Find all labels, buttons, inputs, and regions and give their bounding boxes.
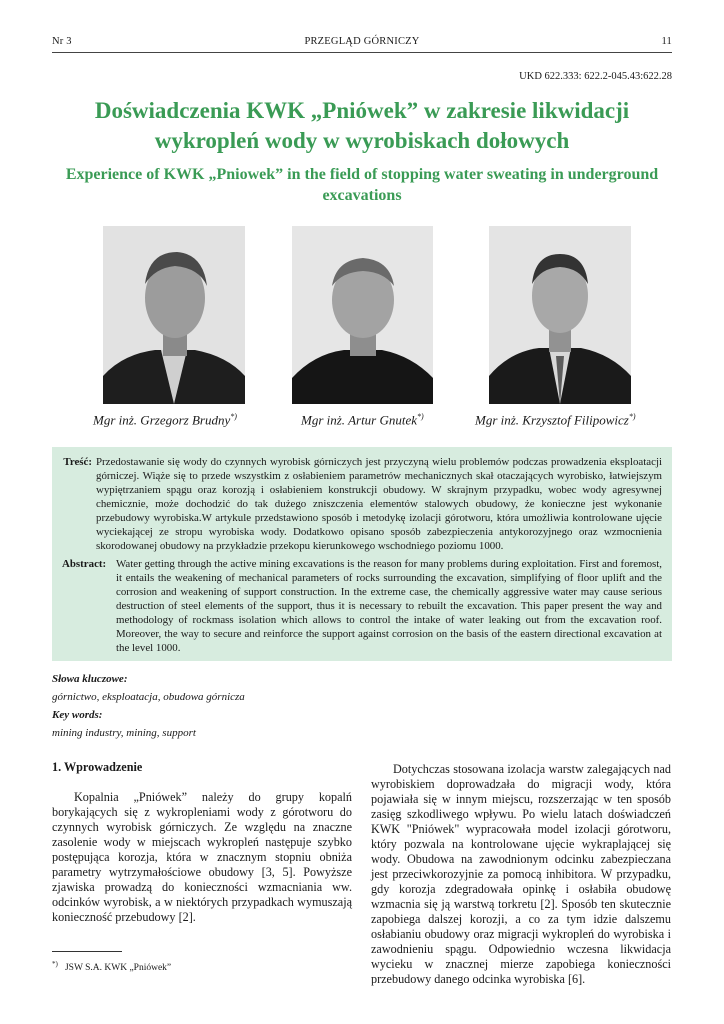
header-rule bbox=[52, 52, 672, 53]
author-gnutek bbox=[301, 412, 424, 428]
author-brudny bbox=[93, 412, 237, 428]
abstract-box bbox=[52, 447, 672, 661]
page-number: 11 bbox=[661, 36, 672, 47]
body-paragraph-2: Dotychczas stosowana izolacja warstw zalegających nad wyrobiskiem doprowadzała do migracji wody, która pojawiała się w innym miejscu, rozszerzając w ten sposób zasięg szkodliwego wpływu. Po wielu latach doświadczeń KWK "Pniówek" wypracowała model izolacji górotworu, który pozwala na kontrolowane ujęcie wykraplającej się wody. Obudowa na zawodnionym odcinku zabezpieczana jest przeciwkorozyjnie za pomocą inhibitora. W przypadku, gdy korozja zdegradowała opinkę i osłabiła obudowę wzmacnia się ją warstwą torkretu [2]. Sposób ten skutecznie zapobiega dalszej korozji, a co za tym idzie dalszemu osłabianiu obudowy oraz migracji wykropleń do wyrobiska i zawodnieniu spągu. Odpowiednio wczesna likwidacja wycieku w znacznej mierze zapobiega konieczności przebudowy danego odcinka wyrobiska [6]. bbox=[371, 762, 671, 986]
author-name: Mgr inż. Grzegorz Brudny bbox=[93, 412, 231, 428]
author-photo-gnutek bbox=[292, 226, 433, 404]
author-photo-filipowicz bbox=[489, 226, 631, 404]
abstract-english-text: Water getting through the active mining excavations is the reason for many problems during exploitation. First and foremost, it entails the weakening of mechanical parameters of rocks surrounding the excavation, simplifying of floor uplift and the corrosion and weakening of support construction. In the extreme case, the chemically aggressive water may cause serious destruction of steel elements of the support, thus it is necessary to rebuilt the excavation. This paper present the way and methodology of rockmass isolation which allows to control the intake of water leaking out from the excavation roof. Moreover, the way to secure and reinforce the support against corrosion on the basis of the eastern directional excavation at the level 1000. bbox=[116, 558, 662, 654]
keywords-polish: górnictwo, eksploatacja, obudowa górnicza bbox=[52, 691, 245, 703]
body-column-left bbox=[52, 760, 352, 925]
abstract-english-label: Abstract: bbox=[62, 558, 107, 570]
footnote bbox=[52, 960, 171, 973]
title-english: Experience of KWK „Pniowek” in the field of stopping water sweating in underground excavations bbox=[65, 166, 659, 204]
abstract-polish-text: Przedostawanie się wody do czynnych wyrobisk górniczych jest przyczyną wielu problemów podczas prowadzenia eksploatacji górniczej. Wiąże się to przede wszystkim z osłabieniem parametrów mechanicznych skał otaczających wyrobisko, łatwiejszym wypiętrzaniem spągu oraz korozją i osłabieniem konstrukcji obudowy. W skrajnym przypadku, wobec wody agresywnej chemicznie, może dochodzić do tak dużego zniszczenia elementów stalowych obudowy, że konieczne jest wykonanie przebudowy wyrobiska.W artykule przedstawiono sposób i metodykę izolacji górotworu, która umożliwia kontrolowane ujęcie wyciekającej ze stropu wyrobiska wody. Dodatkowo opisano sposób zabezpieczenia antykorozyjnego oraz wzmocnienia skorodowanej obudowy na przykładzie przekopu kierunkowego wschodniego poziomu 1000. bbox=[96, 456, 662, 552]
journal-name: PRZEGLĄD GÓRNICZY bbox=[304, 36, 420, 47]
footnote-mark: *) bbox=[52, 960, 58, 968]
keywords-english-heading: Key words: bbox=[52, 709, 103, 721]
abstract-polish-label: Treść: bbox=[63, 456, 92, 468]
udk-classification: UKD 622.333: 622.2-045.43:622.28 bbox=[519, 71, 672, 82]
abstract-polish bbox=[62, 455, 662, 553]
body-paragraph-1: Kopalnia „Pniówek” należy do grupy kopalń borykających się z wykropleniami wody z górotworu do czynnych wyrobisk górniczych. Ze względu na znaczne zasolenie wody w miejscach wykropleń następuje szybko postępująca korozja, która w znacznym stopniu obniża parametry wytrzymałościowe obudowy [3, 5]. Powyższe zjawiska prowadzą do konieczności wzmacniania ww. odcinków wyrobisk, a w niektórych przypadkach wymuszają konieczność przebudowy [2]. bbox=[52, 790, 352, 924]
keywords-english: mining industry, mining, support bbox=[52, 727, 196, 739]
issue-number: Nr 3 bbox=[52, 36, 72, 47]
title-polish: Doświadczenia KWK „Pniówek” w zakresie likwidacji wykropleń wody w wyrobiskach dołowych bbox=[94, 98, 630, 153]
author-footnote-mark: *) bbox=[628, 412, 636, 421]
section-heading: 1. Wprowadzenie bbox=[52, 760, 143, 774]
footnote-rule bbox=[52, 951, 122, 952]
author-filipowicz bbox=[475, 412, 636, 428]
author-footnote-mark: *) bbox=[417, 412, 424, 421]
author-name: Mgr inż. Krzysztof Filipowicz bbox=[475, 412, 629, 428]
author-footnote-mark: *) bbox=[230, 412, 237, 421]
author-photo-brudny bbox=[103, 226, 245, 404]
author-name: Mgr inż. Artur Gnutek bbox=[301, 412, 418, 428]
abstract-english bbox=[62, 557, 662, 655]
footnote-text: JSW S.A. KWK „Pniówek” bbox=[64, 963, 172, 974]
keywords-polish-heading: Słowa kluczowe: bbox=[52, 673, 128, 685]
